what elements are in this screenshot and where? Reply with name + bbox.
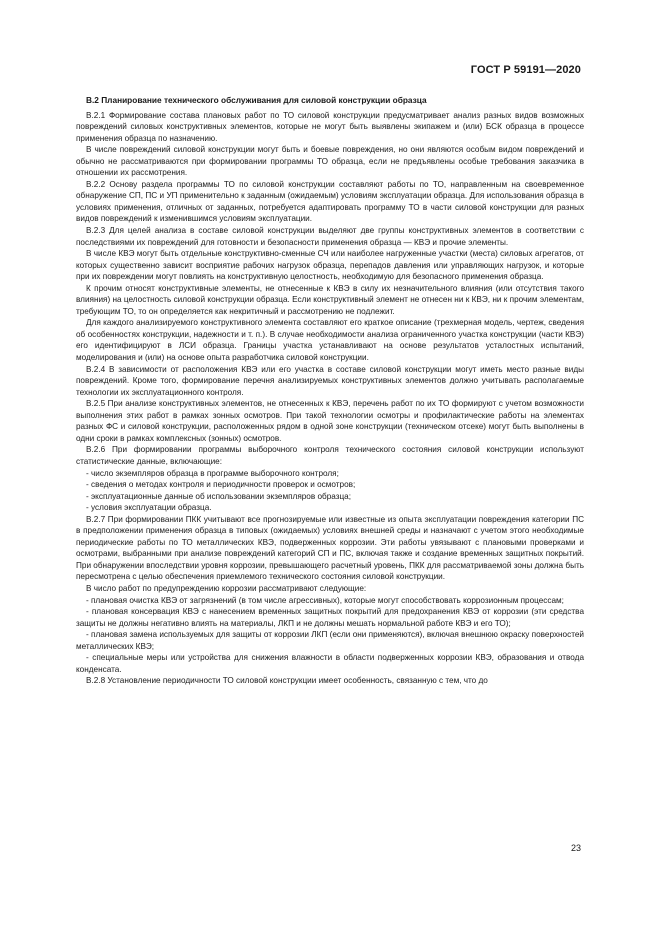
paragraph-kve: В числе КВЭ могут быть отдельные конструктивно-сменные СЧ или наиболее нагруженные участки (места) силовых агрегатов, от которых существенно зависит восприятие рабочих нагрузок образца, перепадов давления или управляющих нагрузок, и которые при их повреждении могут повлиять на конструктивную целостность, необходимую для безопасного применения образца.: [76, 249, 584, 282]
paragraph-b23: В.2.3 Для целей анализа в составе силовой конструкции выделяют две группы конструктивных элементов в соответствии с последствиями их повреждений для готовности и безопасности применения образца — КВЭ и прочие элементы.: [76, 226, 584, 247]
paragraph-b27: В.2.7 При формировании ПКК учитывают все прогнозируемые или известные из опыта эксплуатации повреждения категории ПС в предположении применения образца в типовых (ожидаемых) условиях внешней среды и назначают с учетом этого необходимые периодические работы по ТО металлических КВЭ, подверженных коррозии. Эти работы увязывают с плановыми проверками и осмотрами, выбранными при анализе повреждений категорий СП и ПС, включая также и создание временных защитных покрытий. При обнаружении впоследствии уровня коррозии, превышающего расчетный уровень, ПКК для рассматриваемой зоны должна быть пересмотрена с целью обеспечения приемлемого технического состояния силовой конструкции.: [76, 514, 584, 582]
page-number: 23: [570, 843, 581, 853]
paragraph-b28: В.2.8 Установление периодичности ТО силовой конструкции имеет особенность, связанную с тем, что до: [86, 676, 488, 686]
paragraph-corrosion-intro: В число работ по предупреждению коррозии рассматривают следующие:: [86, 583, 367, 593]
paragraph-other-elements: К прочим относят конструктивные элементы, не отнесенные к КВЭ в силу их незначительного влияния (или отсутствия такого влияния) на целостность силовой конструкции образца. Если конструктивный элемент не отнесен ни к КВЭ, ни к прочим элементам, требующим ТО, то он определяется как некритичный и рассмотрению не подлежит.: [76, 283, 584, 316]
section-heading: В.2 Планирование технического обслуживания для силовой конструкции образца: [86, 95, 427, 105]
paragraph-b25: В.2.5 При анализе конструктивных элементов, не отнесенных к КВЭ, перечень работ по их ТО формируют с учетом возможности выполнения этих работ в рамках зонных осмотров. При такой технологии осмотры и профилактические работы на элементах разных ФС и силовой конструкции, расположенных рядом в одной зоне конструкции (техническом отсеке) могут быть выполнены в одни сроки в рамках комплексных (зонных) осмотров.: [76, 399, 584, 443]
standard-number: ГОСТ Р 59191—2020: [470, 64, 581, 76]
list-item: - число экземпляров образца в программе выборочного контроля;: [86, 468, 339, 478]
paragraph-b26: В.2.6 При формировании программы выборочного контроля технического состояния силовой конструкции используют статистические данные, включающие:: [76, 445, 584, 466]
paragraph-element-description: Для каждого анализируемого конструктивного элемента составляют его краткое описание (трехмерная модель, чертеж, сведения об особенностях конструкции, надежности и т. п.). В случае необходимости анализа ограниченного участка конструкции (части КВЭ) его идентифицируют в ЛСИ образца. Границы участка устанавливают на основе результатов усталостных испытаний, моделирования и (или) на основе опыта разработчика силовой конструкции.: [76, 318, 584, 363]
paragraph-combat-damage: В числе повреждений силовой конструкции могут быть и боевые повреждения, но они являются особым видом повреждений и обычно не рассматриваются при формировании программы ТО образца, если не предъявлены особые требования заказчика в отношении их рассмотрения.: [76, 145, 584, 178]
paragraph-b21: В.2.1 Формирование состава плановых работ по ТО силовой конструкции предусматривает анализ разных видов возможных повреждений силовых конструктивных элементов, которые не могут быть выявлены экипажем и (или) БСК образца в процессе применения образца по назначению.: [76, 110, 584, 143]
list-item: - плановая очистка КВЭ от загрязнений (в том числе агрессивных), которые могут способствовать коррозионным процессам;: [86, 595, 564, 605]
list-item: - условия эксплуатации образца.: [86, 503, 212, 513]
list-item: - плановая консервация КВЭ с нанесением временных защитных покрытий для предохранения КВЭ от коррозии (эти средства защиты не должны негативно влиять на материалы, ЛКП и не должны мешать нормальной работе КВЭ и его ТО);: [76, 607, 584, 628]
list-item: - плановая замена используемых для защиты от коррозии ЛКП (если они применяются), включая внешнюю окраску поверхностей металлических КВЭ;: [76, 630, 584, 651]
paragraph-b22: В.2.2 Основу раздела программы ТО по силовой конструкции составляют работы по ТО, направленным на своевременное обнаружение СП, ПС и УП применительно к заданным (ожидаемым) условиям эксплуатации образца. Для использования образца в условиях применения, отличных от заданных, потребуется адаптировать программу ТО в части силовой конструкции для разных видов повреждений к изменившимся условиям эксплуатации.: [76, 179, 584, 224]
paragraph-b24: В.2.4 В зависимости от расположения КВЭ или его участка в составе силовой конструкции могут иметь место разные виды повреждений. Кроме того, формирование перечня анализируемых конструктивных элементов должно учитывать располагаемые технологии их эксплуатационного контроля.: [76, 364, 584, 397]
list-item: - эксплуатационные данные об использовании экземпляров образца;: [86, 491, 352, 501]
document-body: [76, 95, 584, 687]
list-item: - сведения о методах контроля и периодичности проверок и осмотров;: [86, 480, 356, 490]
list-item: - специальные меры или устройства для снижения влажности в области подверженных коррозии КВЭ, образования и отвода конденсата.: [76, 653, 584, 674]
